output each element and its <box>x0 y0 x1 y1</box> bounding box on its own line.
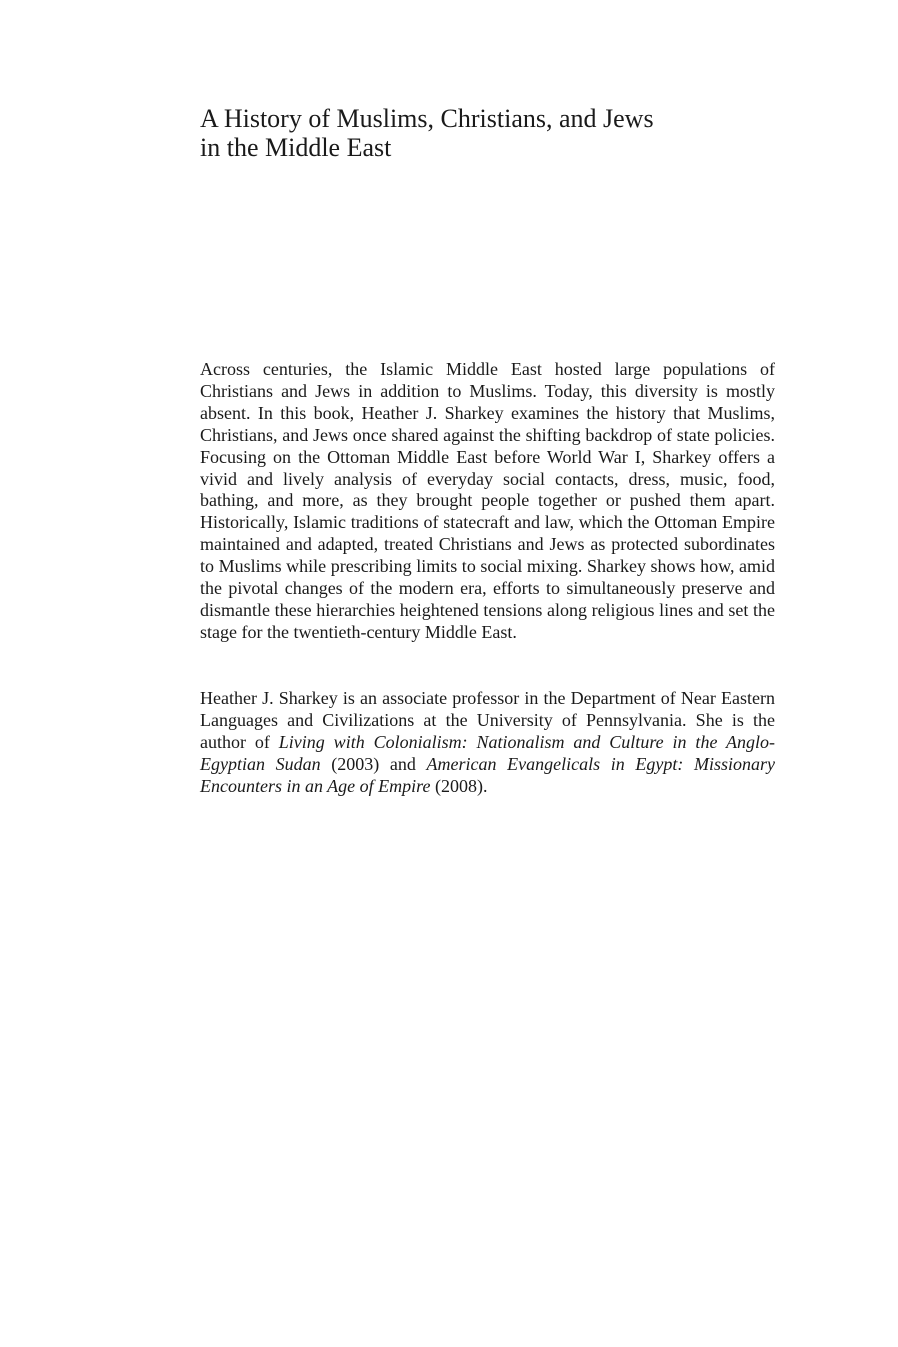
book-year-2003: (2003) and <box>320 753 427 774</box>
book-title <box>200 104 760 162</box>
book-year-2008: (2008). <box>430 775 488 796</box>
book-title-line-2: in the Middle East <box>200 133 392 162</box>
book-description: Across centuries, the Islamic Middle East hosted large populations of Christians and Jews in addition to Muslims. Today, this diversity is mostly absent. In this book, Heather J. Sharkey examines the history that Muslims, Christians, and Jews once shared against the shifting backdrop of state policies. Focusing on the Ottoman Middle East before World War I, Sharkey offers a vivid and lively analysis of everyday social contacts, dress, music, food, bathing, and more, as they brought people together or pushed them apart. Historically, Islamic traditions of statecraft and law, which the Ottoman Empire maintained and adapted, treated Christians and Jews as protected subordinates to Muslims while prescribing limits to social mixing. Sharkey shows how, amid the pivotal changes of the modern era, efforts to simultaneously preserve and dismantle these hierarchies heightened tensions along religious lines and set the stage for the twentieth-century Middle East. <box>200 359 775 642</box>
book-title-line-1: A History of Muslims, Christians, and Jews <box>200 104 654 133</box>
book-title-living-with-colonialism: Living with Colonialism: Nationalism and Culture in the Anglo-Egyptian Sudan <box>200 731 775 774</box>
author-bio-intro: Heather J. Sharkey is an associate professor in the Department of Near Eastern Languages and Civilizations at the University of Pennsylvania. She is the author of <box>200 688 775 752</box>
author-bio <box>200 688 775 798</box>
book-title-american-evangelicals: American Evangelicals in Egypt: Missionary Encounters in an Age of Empire <box>200 753 775 796</box>
